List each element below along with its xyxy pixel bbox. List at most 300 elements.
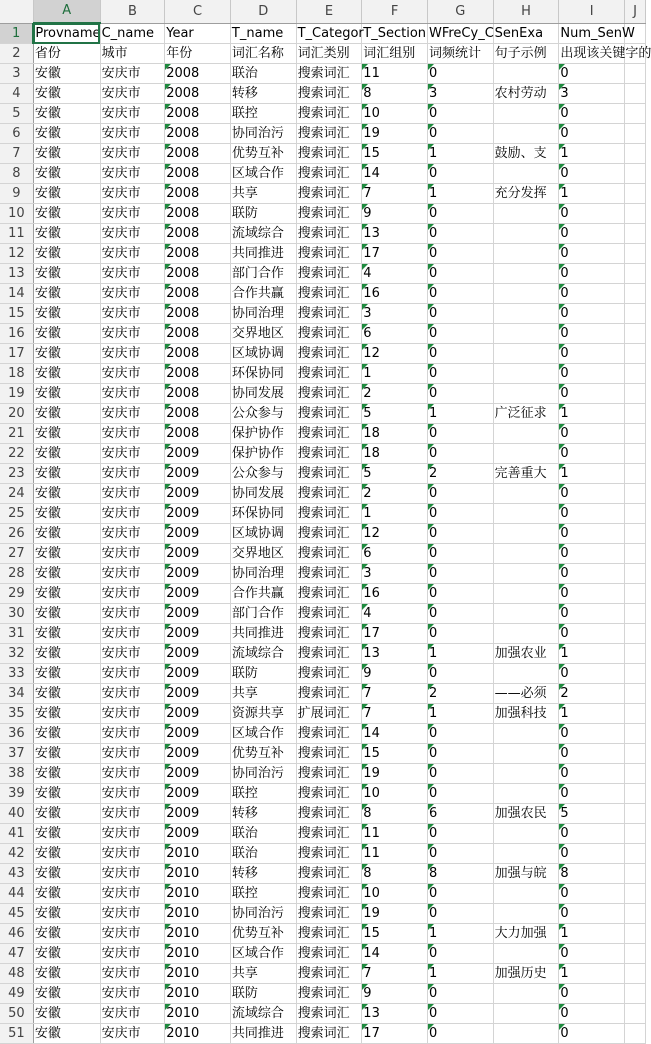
cell-i28[interactable] [559,564,625,584]
cell-b33[interactable] [100,664,165,684]
row-header[interactable]: 16 [0,324,33,344]
cell-e41[interactable] [296,824,362,844]
cell-f35[interactable] [362,704,428,724]
cell-h19[interactable] [493,384,559,404]
cell-a7[interactable] [33,144,100,164]
cell-d41[interactable] [230,824,296,844]
cell-f45[interactable] [362,904,428,924]
cell-d2[interactable] [230,44,296,64]
cell-b51[interactable] [100,1024,165,1044]
cell-g19[interactable] [427,384,493,404]
cell-d9[interactable] [230,184,296,204]
cell-d27[interactable] [230,544,296,564]
cell-h12[interactable] [493,244,559,264]
cell-b14[interactable] [100,284,165,304]
cell-g39[interactable] [427,784,493,804]
cell-c3[interactable] [165,64,231,84]
cell-g7[interactable] [427,144,493,164]
cell-h16[interactable] [493,324,559,344]
cell-d12[interactable] [230,244,296,264]
cell-f14[interactable] [362,284,428,304]
cell-h11[interactable] [493,224,559,244]
cell-f27[interactable] [362,544,428,564]
cell-d42[interactable] [230,844,296,864]
cell-e10[interactable] [296,204,362,224]
row-header[interactable]: 23 [0,464,33,484]
cell-f31[interactable] [362,624,428,644]
cell-b44[interactable] [100,884,165,904]
row-header[interactable]: 7 [0,144,33,164]
row-header[interactable]: 30 [0,604,33,624]
cell-j35[interactable] [625,704,646,724]
cell-a23[interactable] [33,464,100,484]
cell-e46[interactable] [296,924,362,944]
cell-i33[interactable] [559,664,625,684]
cell-c42[interactable] [165,844,231,864]
row-header[interactable]: 43 [0,864,33,884]
cell-c39[interactable] [165,784,231,804]
cell-d18[interactable] [230,364,296,384]
cell-b41[interactable] [100,824,165,844]
cell-e43[interactable] [296,864,362,884]
cell-c43[interactable] [165,864,231,884]
cell-j41[interactable] [625,824,646,844]
cell-h31[interactable] [493,624,559,644]
cell-j26[interactable] [625,524,646,544]
cell-e2[interactable] [296,44,362,64]
cell-c15[interactable] [165,304,231,324]
cell-c50[interactable] [165,1004,231,1024]
row-header[interactable]: 10 [0,204,33,224]
cell-a34[interactable] [33,684,100,704]
cell-g47[interactable] [427,944,493,964]
cell-a37[interactable] [33,744,100,764]
cell-g49[interactable] [427,984,493,1004]
cell-c7[interactable] [165,144,231,164]
cell-c21[interactable] [165,424,231,444]
cell-a41[interactable] [33,824,100,844]
cell-d8[interactable] [230,164,296,184]
cell-b9[interactable] [100,184,165,204]
cell-i44[interactable] [559,884,625,904]
cell-a48[interactable] [33,964,100,984]
cell-j4[interactable] [625,84,646,104]
cell-j18[interactable] [625,364,646,384]
cell-b19[interactable] [100,384,165,404]
cell-b49[interactable] [100,984,165,1004]
cell-b36[interactable] [100,724,165,744]
cell-i47[interactable] [559,944,625,964]
cell-g2[interactable] [427,44,493,64]
cell-i5[interactable] [559,104,625,124]
cell-h10[interactable] [493,204,559,224]
row-header[interactable]: 6 [0,124,33,144]
row-header[interactable]: 49 [0,984,33,1004]
cell-b12[interactable] [100,244,165,264]
cell-h47[interactable] [493,944,559,964]
cell-g48[interactable] [427,964,493,984]
cell-b7[interactable] [100,144,165,164]
cell-d28[interactable] [230,564,296,584]
cell-e51[interactable] [296,1024,362,1044]
cell-d30[interactable] [230,604,296,624]
row-header[interactable]: 17 [0,344,33,364]
cell-j19[interactable] [625,384,646,404]
cell-i21[interactable] [559,424,625,444]
cell-j1[interactable] [625,23,646,44]
cell-i35[interactable] [559,704,625,724]
cell-c34[interactable] [165,684,231,704]
cell-f50[interactable] [362,1004,428,1024]
cell-g13[interactable] [427,264,493,284]
row-header[interactable]: 31 [0,624,33,644]
cell-f6[interactable] [362,124,428,144]
cell-i45[interactable] [559,904,625,924]
cell-g42[interactable] [427,844,493,864]
cell-i11[interactable] [559,224,625,244]
cell-d51[interactable] [230,1024,296,1044]
cell-h9[interactable] [493,184,559,204]
row-header[interactable]: 2 [0,44,33,64]
cell-c24[interactable] [165,484,231,504]
cell-i4[interactable] [559,84,625,104]
cell-e6[interactable] [296,124,362,144]
cell-j15[interactable] [625,304,646,324]
cell-c28[interactable] [165,564,231,584]
cell-g50[interactable] [427,1004,493,1024]
cell-c16[interactable] [165,324,231,344]
cell-d17[interactable] [230,344,296,364]
cell-g23[interactable] [427,464,493,484]
cell-a13[interactable] [33,264,100,284]
row-header[interactable]: 9 [0,184,33,204]
cell-a16[interactable] [33,324,100,344]
cell-a24[interactable] [33,484,100,504]
cell-e9[interactable] [296,184,362,204]
cell-i2[interactable] [559,44,651,64]
cell-j3[interactable] [625,64,646,84]
cell-b13[interactable] [100,264,165,284]
cell-d31[interactable] [230,624,296,644]
row-header[interactable]: 32 [0,644,33,664]
cell-d16[interactable] [230,324,296,344]
cell-i40[interactable] [559,804,625,824]
cell-h7[interactable] [493,144,559,164]
cell-e49[interactable] [296,984,362,1004]
cell-b28[interactable] [100,564,165,584]
cell-e3[interactable] [296,64,362,84]
cell-b25[interactable] [100,504,165,524]
cell-i37[interactable] [559,744,625,764]
cell-a15[interactable] [33,304,100,324]
cell-a5[interactable] [33,104,100,124]
cell-d5[interactable] [230,104,296,124]
cell-d37[interactable] [230,744,296,764]
cell-a1[interactable] [33,23,100,44]
cell-f18[interactable] [362,364,428,384]
cell-i30[interactable] [559,604,625,624]
cell-f17[interactable] [362,344,428,364]
cell-h3[interactable] [493,64,559,84]
cell-h5[interactable] [493,104,559,124]
row-header[interactable]: 51 [0,1024,33,1044]
cell-c6[interactable] [165,124,231,144]
cell-d20[interactable] [230,404,296,424]
cell-d24[interactable] [230,484,296,504]
cell-d44[interactable] [230,884,296,904]
cell-b4[interactable] [100,84,165,104]
cell-j45[interactable] [625,904,646,924]
cell-d33[interactable] [230,664,296,684]
cell-a8[interactable] [33,164,100,184]
cell-h50[interactable] [493,1004,559,1024]
cell-h51[interactable] [493,1024,559,1044]
row-header[interactable]: 47 [0,944,33,964]
row-header[interactable]: 3 [0,64,33,84]
cell-f15[interactable] [362,304,428,324]
cell-h35[interactable] [493,704,559,724]
row-header[interactable]: 38 [0,764,33,784]
cell-h45[interactable] [493,904,559,924]
cell-g4[interactable] [427,84,493,104]
cell-d36[interactable] [230,724,296,744]
cell-j13[interactable] [625,264,646,284]
cell-b32[interactable] [100,644,165,664]
cell-h27[interactable] [493,544,559,564]
cell-f16[interactable] [362,324,428,344]
cell-c49[interactable] [165,984,231,1004]
cell-f11[interactable] [362,224,428,244]
cell-d50[interactable] [230,1004,296,1024]
cell-f40[interactable] [362,804,428,824]
row-header[interactable]: 28 [0,564,33,584]
cell-h14[interactable] [493,284,559,304]
cell-b15[interactable] [100,304,165,324]
cell-a18[interactable] [33,364,100,384]
cell-c38[interactable] [165,764,231,784]
cell-d1[interactable] [230,23,296,44]
cell-f46[interactable] [362,924,428,944]
cell-e33[interactable] [296,664,362,684]
cell-a43[interactable] [33,864,100,884]
cell-a22[interactable] [33,444,100,464]
cell-a38[interactable] [33,764,100,784]
cell-f49[interactable] [362,984,428,1004]
cell-i39[interactable] [559,784,625,804]
cell-b29[interactable] [100,584,165,604]
cell-f5[interactable] [362,104,428,124]
cell-i18[interactable] [559,364,625,384]
cell-g27[interactable] [427,544,493,564]
cell-e30[interactable] [296,604,362,624]
cell-i26[interactable] [559,524,625,544]
cell-g31[interactable] [427,624,493,644]
cell-b20[interactable] [100,404,165,424]
cell-d32[interactable] [230,644,296,664]
cell-i1[interactable] [559,23,635,44]
cell-e12[interactable] [296,244,362,264]
cell-g34[interactable] [427,684,493,704]
cell-g32[interactable] [427,644,493,664]
cell-b48[interactable] [100,964,165,984]
cell-a47[interactable] [33,944,100,964]
cell-h24[interactable] [493,484,559,504]
row-header[interactable]: 46 [0,924,33,944]
cell-e18[interactable] [296,364,362,384]
row-header[interactable]: 11 [0,224,33,244]
column-header-c[interactable]: C [165,0,231,23]
cell-j23[interactable] [625,464,646,484]
cell-b23[interactable] [100,464,165,484]
cell-c29[interactable] [165,584,231,604]
cell-b6[interactable] [100,124,165,144]
cell-c14[interactable] [165,284,231,304]
cell-f4[interactable] [362,84,428,104]
cell-h37[interactable] [493,744,559,764]
cell-c5[interactable] [165,104,231,124]
cell-f33[interactable] [362,664,428,684]
cell-j30[interactable] [625,604,646,624]
cell-a11[interactable] [33,224,100,244]
cell-b37[interactable] [100,744,165,764]
row-header[interactable]: 13 [0,264,33,284]
cell-c27[interactable] [165,544,231,564]
cell-a50[interactable] [33,1004,100,1024]
cell-h22[interactable] [493,444,559,464]
cell-b47[interactable] [100,944,165,964]
row-header[interactable]: 50 [0,1004,33,1024]
cell-b35[interactable] [100,704,165,724]
row-header[interactable]: 36 [0,724,33,744]
cell-e19[interactable] [296,384,362,404]
cell-e32[interactable] [296,644,362,664]
cell-c37[interactable] [165,744,231,764]
row-header[interactable]: 1 [0,23,33,44]
row-header[interactable]: 34 [0,684,33,704]
cell-e38[interactable] [296,764,362,784]
cell-i22[interactable] [559,444,625,464]
cell-c36[interactable] [165,724,231,744]
cell-f26[interactable] [362,524,428,544]
cell-b38[interactable] [100,764,165,784]
cell-e21[interactable] [296,424,362,444]
cell-c1[interactable] [165,23,231,44]
row-header[interactable]: 41 [0,824,33,844]
cell-c26[interactable] [165,524,231,544]
cell-f29[interactable] [362,584,428,604]
cell-e5[interactable] [296,104,362,124]
cell-c47[interactable] [165,944,231,964]
cell-i25[interactable] [559,504,625,524]
cell-c9[interactable] [165,184,231,204]
cell-f47[interactable] [362,944,428,964]
cell-j36[interactable] [625,724,646,744]
cell-g11[interactable] [427,224,493,244]
cell-f9[interactable] [362,184,428,204]
cell-h21[interactable] [493,424,559,444]
cell-e7[interactable] [296,144,362,164]
cell-d47[interactable] [230,944,296,964]
cell-e25[interactable] [296,504,362,524]
cell-f25[interactable] [362,504,428,524]
cell-c44[interactable] [165,884,231,904]
cell-i16[interactable] [559,324,625,344]
cell-f32[interactable] [362,644,428,664]
cell-e15[interactable] [296,304,362,324]
cell-e34[interactable] [296,684,362,704]
cell-e11[interactable] [296,224,362,244]
cell-d35[interactable] [230,704,296,724]
cell-j20[interactable] [625,404,646,424]
cell-j49[interactable] [625,984,646,1004]
cell-h1[interactable] [493,23,559,44]
row-header[interactable]: 18 [0,364,33,384]
cell-e13[interactable] [296,264,362,284]
cell-h4[interactable] [493,84,559,104]
cell-i15[interactable] [559,304,625,324]
row-header[interactable]: 40 [0,804,33,824]
cell-c2[interactable] [165,44,231,64]
cell-h32[interactable] [493,644,559,664]
cell-a36[interactable] [33,724,100,744]
column-header-d[interactable]: D [230,0,296,23]
cell-b42[interactable] [100,844,165,864]
cell-i23[interactable] [559,464,625,484]
cell-e36[interactable] [296,724,362,744]
cell-j11[interactable] [625,224,646,244]
cell-f41[interactable] [362,824,428,844]
cell-g6[interactable] [427,124,493,144]
cell-i41[interactable] [559,824,625,844]
cell-i48[interactable] [559,964,625,984]
cell-a44[interactable] [33,884,100,904]
cell-g46[interactable] [427,924,493,944]
cell-c22[interactable] [165,444,231,464]
cell-i14[interactable] [559,284,625,304]
cell-a46[interactable] [33,924,100,944]
cell-i34[interactable] [559,684,625,704]
row-header[interactable]: 25 [0,504,33,524]
cell-e29[interactable] [296,584,362,604]
cell-g45[interactable] [427,904,493,924]
cell-g3[interactable] [427,64,493,84]
cell-f44[interactable] [362,884,428,904]
cell-h43[interactable] [493,864,559,884]
cell-d29[interactable] [230,584,296,604]
row-header[interactable]: 45 [0,904,33,924]
cell-g18[interactable] [427,364,493,384]
cell-g28[interactable] [427,564,493,584]
cell-i38[interactable] [559,764,625,784]
cell-h15[interactable] [493,304,559,324]
cell-e45[interactable] [296,904,362,924]
cell-j27[interactable] [625,544,646,564]
cell-e35[interactable] [296,704,362,724]
cell-a10[interactable] [33,204,100,224]
cell-i17[interactable] [559,344,625,364]
cell-h48[interactable] [493,964,559,984]
cell-g35[interactable] [427,704,493,724]
cell-i49[interactable] [559,984,625,1004]
cell-d39[interactable] [230,784,296,804]
cell-j44[interactable] [625,884,646,904]
cell-h42[interactable] [493,844,559,864]
cell-j42[interactable] [625,844,646,864]
cell-b34[interactable] [100,684,165,704]
cell-c30[interactable] [165,604,231,624]
cell-h36[interactable] [493,724,559,744]
cell-i20[interactable] [559,404,625,424]
